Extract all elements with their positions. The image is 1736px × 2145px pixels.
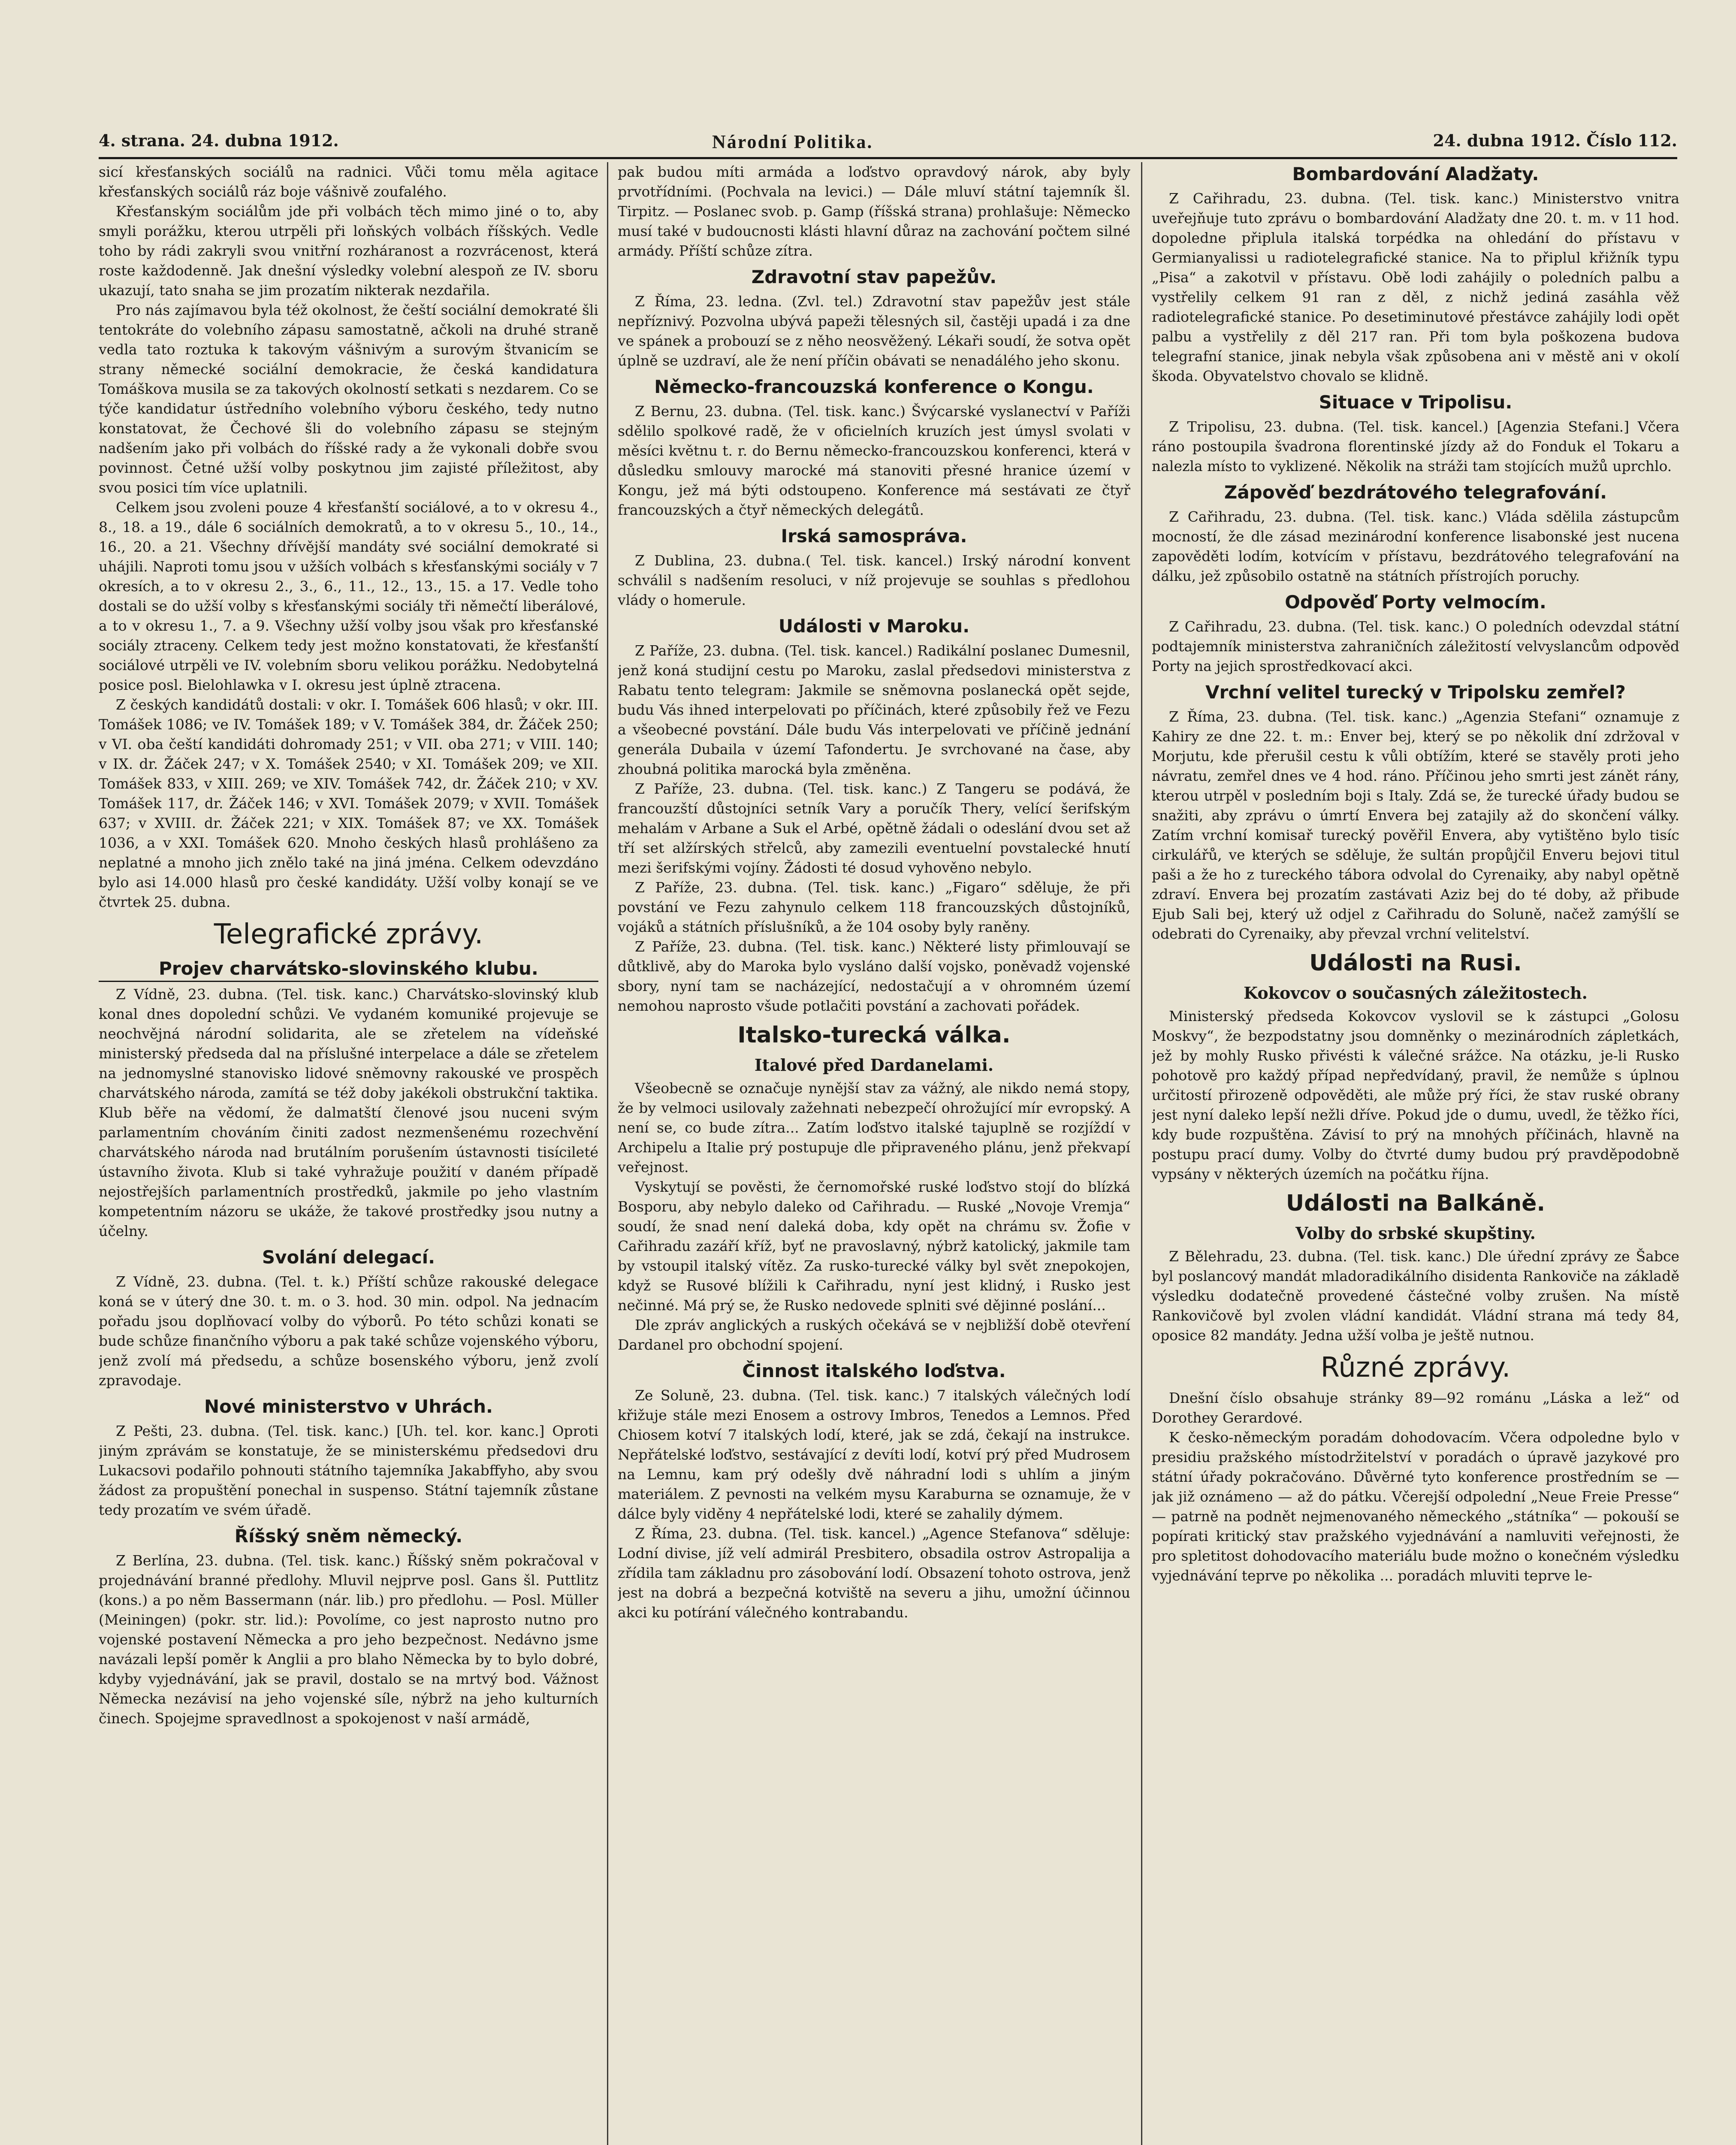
section-heading: Různé zprávy.	[1320, 1352, 1511, 1384]
article-paragraph: pak budou míti armáda a loďstvo opravdový nárok, aby byly prvotřídními. (Pochvala na levici.) — Dále mluví státní tajemník šl. Tirpitz. — Poslanec svob. p. Gamp (říšská strana) prohlašuje: Německo musí také v budoucnosti klásti hlavní důraz na zachování počtem silné armády. Příští schůze zítra.	[618, 163, 1130, 259]
article-heading: Zápověď bezdrátového telegrafování.	[1224, 482, 1607, 503]
article-heading: Irská samospráva.	[781, 526, 967, 547]
article-heading: Německo-francouzská konference o Kongu.	[654, 376, 1094, 397]
header-rule	[99, 157, 1677, 159]
article-paragraph: Z Vídně, 23. dubna. (Tel. t. k.) Příští schůze rakouské delegace koná se v úterý dne 30. t. m. o 3. hod. 30 min. odpol. Na jednacím pořadu jsou doplňovací volby do výborů. Po této schůzi konati se bude schůze finančního výboru a pak také schůze vojenského výboru, jenž zvolí má předsedu, a schůze bosenského výboru, jenž zvolí zpravodaje.	[99, 1273, 598, 1389]
article-paragraph: Z Říma, 23. ledna. (Zvl. tel.) Zdravotní stav papežův jest stále nepříznivý. Pozvolna ubývá papeži tělesných sil, častěji upadá i za dne ve spánek a probouzí se z něho neosvěžený. Lékaři soudí, že sotva opět úplně se uzdraví, ale že není příčin obávati se nenadálého jeho skonu.	[618, 293, 1130, 369]
column-1	[99, 162, 598, 2145]
article-paragraph: Vyskytují se pověsti, že černomořské ruské loďstvo stojí do blízká Bosporu, aby nebylo daleko od Cařihradu. — Ruské „Novoje Vremja“ soudí, že snad není daleká doba, kdy opět na chrámu sv. Žofie v Cařihradu zazáří kříž, byť ne pravoslavný, nýbrž katolický, jakmile tam by vstoupil italský vítěz. Za rusko-turecké války byl svět znepokojen, když se Rusové blížili k Cařihradu, nyní jest klidný, i Rusko jest nečinné. Má prý se, že Rusko nedovede splniti své dějinné poslání...	[618, 1178, 1130, 1314]
article-paragraph: Z Pešti, 23. dubna. (Tel. tisk. kanc.) [Uh. tel. kor. kanc.] Oproti jiným zprávám se konstatuje, že se ministerskému předsedovi dru Lukacsovi podařilo pohnouti státního tajemníka Jakabffyho, aby svou žádost za propuštění ponechal in suspenso. Státní tajemník zůstane tedy prozatím ve svém úřadě.	[99, 1423, 598, 1518]
page-header	[99, 131, 1677, 157]
article-paragraph: Z Cařihradu, 23. dubna. (Tel. tisk. kanc.) Ministerstvo vnitra uveřejňuje tuto zprávu o bombardování Aladžaty dne 20. t. m. v 11 hod. dopoledne připlula italská torpédka na ohledání do přístavu v Germianyalissi u radiotelegrafické stanice. Na to připlul křižník typu „Pisa“ a zakotvil v přístavu. Obě lodi zahájily o poledních palbu a vystřelily celkem 91 ran z děl, z nichž jediná zasáhla věž radiotelegrafické stanice. Po desetiminutové přestávce zahájily lodi opět palbu a vystřelily z děl 217 ran. Při tom byla poškozena budova telegrafní stanice, jinak nebyla však způsobena ani v městě ani v okolí škoda. Obyvatelstvo chovalo se klidně.	[1152, 190, 1679, 384]
section-heading: Události na Balkáně.	[1286, 1190, 1546, 1216]
column-3	[1152, 162, 1679, 2145]
article-paragraph: Z Dublina, 23. dubna.( Tel. tisk. kancel.) Irský národní konvent schválil s nadšením resoluci, v níž projevuje se souhlas s předlohou vlády o homerule.	[618, 552, 1130, 608]
column-2	[618, 162, 1130, 2145]
article-heading: Situace v Tripolisu.	[1319, 392, 1513, 413]
column-divider	[607, 162, 608, 2145]
article-paragraph: Dle zpráv anglických a ruských očekává se v nejbližší době otevření Dardanel pro obchodní spojení.	[618, 1317, 1130, 1353]
article-paragraph: Z Paříže, 23. dubna. (Tel. tisk. kanc.) Z Tangeru se podává, že francouzští důstojníci setník Vary a poručík Thery, velící šerifským mehalám v Arbane a Suk el Arbé, opětně žádali o odeslání dvou set až tří set alžírských střelců, aby zamezili eventuelní povstalecké hnutí mezi šerifskými vojíny. Žádosti té dosud vyhověno nebylo.	[618, 780, 1130, 876]
article-paragraph: Z Cařihradu, 23. dubna. (Tel. tisk. kanc.) O poledních odevzdal státní podtajemník ministerstva zahraničních záležitostí velvyslancům odpověď Porty na jejich sprostředkovací akci.	[1152, 618, 1679, 674]
article-heading: Činnost italského loďstva.	[742, 1360, 1006, 1381]
article-heading: Události v Maroku.	[778, 616, 970, 637]
article-paragraph: Z Říma, 23. dubna. (Tel. tisk. kanc.) „Agenzia Stefani“ oznamuje z Kahiry ze dne 22. t. m.: Enver bej, který se po několik dní zdržoval v Morjutu, kde přerušil cestu k vůli obtížím, které se stavěly proti jeho návratu, zemřel dnes ve 4 hod. ráno. Příčinou jeho smrti jest zánět rány, kterou utrpěl v posledním boji s Italy. Zdá se, že turecké úřady budou se snažiti, aby zprávu o úmrtí Envera bej zatajily až do skončení války. Zatím vrchní komisař turecký pověřil Envera, aby vytištěno bylo tisíc cirkulářů, ve kterých se sděluje, že sultán propůjčil Enveru bejovi titul paši a že ho z tureckého tábora odvolal do Cyrenaiky, aby nabyl opětně zdraví. Envera bej prozatím zastávati Aziz bej do té doby, až přibude Ejub Sali bej, který už odjel z Cařihradu do Soluně, načež zamýšlí se odebrati do Cyrenaiky, aby převzal vrchní velitelství.	[1152, 708, 1679, 942]
article-heading: Říšský sněm německý.	[234, 1526, 463, 1547]
article-heading: Svolání delegací.	[262, 1247, 435, 1268]
article-paragraph: Z Bernu, 23. dubna. (Tel. tisk. kanc.) Švýcarské vyslanectví v Paříži sdělilo spolkové radě, že v oficielních kruzích jest úmysl svolati v měsíci květnu t. r. do Bernu německo-francouzskou konferenci, která v důsledku smlouvy marocké má stanoviti přesné hranice území v Kongu, jež má býti odstoupeno. Konference má sestávati ze čtyř francouzských a čtyř německých delegátů.	[618, 403, 1130, 518]
article-paragraph: Křesťanským sociálům jde při volbách těch mimo jiné o to, aby smyli porážku, kterou utrpěli při loňských volbách říšských. Vedle toho by rádi zakryli svou vnitřní rozháranost a rozvrácenost, která roste každodenně. Jak dnešní výsledky volební alespoň ze IV. sboru ukazují, tato snaha se jim prozatím nikterak nezdařila.	[99, 203, 598, 299]
article-paragraph: Z Bělehradu, 23. dubna. (Tel. tisk. kanc.) Dle úřední zprávy ze Šabce byl poslancový mandát mladoradikálního disidenta Rankoviče na základě výsledku dodatečně provedené částečné volby zrušen. Na místě Rankovičově byl zvolen vládní kandidát. Vládní strana má tedy 84, oposice 82 mandáty. Jedna užší volba je ještě nutnou.	[1152, 1248, 1679, 1344]
article-paragraph: Z Berlína, 23. dubna. (Tel. tisk. kanc.) Říšský sněm pokračoval v projednávání branné předlohy. Mluvil nejprve posl. Gans šl. Puttlitz (kons.) a po něm Bassermann (nár. lib.) pro předlohu. — Posl. Müller (Meiningen) (pokr. str. lid.): Povolíme, co jest naprosto nutno pro vojenské postavení Německa a pro jeho bezpečnost. Nedávno jsme navázali lepší poměr k Anglii a pro blaho Německa by to bylo dobré, kdyby vyjednávání, jak se pravil, dostalo se na mrtvý bod. Vážnost Německa nezávisí na jeho vojenské síle, nýbrž na jeho kulturních činech. Spojejme spravedlnost a spokojenost v naší armádě,	[99, 1552, 598, 1727]
article-heading: Nové ministerstvo v Uhrách.	[204, 1396, 493, 1417]
article-paragraph: Ministerský předseda Kokovcov vyslovil se k zástupci „Golosu Moskvy“, že bezpodstatny jsou domněnky o mezinárodních zápletkách, jež by mohly Rusko přivésti k válečné srážce. Na otázku, je-li Rusko pohotově pro každý případ nepředvídaný, pravil, že nemůže s úplnou určitostí přirozeně odpověděti, ale může prý říci, že stav ruské obrany jest nyní daleko lepší nežli dříve. Pokud jde o dumu, uvedl, že těžko říci, kdy bude rozpuštěna. Závisí to prý na mnohých příčinách, hlavně na postupu prací dumy. Volby do čtvrté dumy budou prý pravděpodobně vypsány v některých územích na počátku října.	[1152, 1008, 1679, 1182]
article-paragraph: Z Cařihradu, 23. dubna. (Tel. tisk. kanc.) Vláda sdělila zástupcům mocností, že dle zásad mezinárodní konference lisabonské jest nucena zapověděti lodím, kotvícím v přístavu, bezdrátového telegrafování na dálku, jež způsobilo ostatně na státních přístrojích poruchy.	[1152, 508, 1679, 584]
column-divider	[1141, 162, 1142, 2145]
article-heading: Bombardování Aladžaty.	[1292, 163, 1539, 184]
article-heading: Vrchní velitel turecký v Tripolsku zemřel?	[1205, 682, 1626, 703]
article-paragraph: sicí křesťanských sociálů na radnici. Vůči tomu měla agitace křesťanských sociálů ráz boje vášnivě zoufalého.	[99, 163, 598, 200]
article-paragraph: K česko-německým poradám dohodovacím. Včera odpoledne bylo v presidiu pražského místodržitelství v poradách o úpravě jazykové pro státní úřady pokračováno. Důvěrné tyto konference prostředním se — jak již oznámeno — až do pátku. Včerejší odpolední „Neue Freie Presse“ — patrně na podnět nejmenovaného německého „státníka“ — pokouší se popírati kritický stav pražského vyjednávání a namluviti veřejnosti, že pro spletitost dohodovacího materiálu bude možno o konečném výsledku vyjednávání teprve po několika ... poradách mluviti teprve le-	[1152, 1429, 1679, 1584]
article-heading: Italové před Dardanelami.	[754, 1055, 994, 1075]
article-heading: Kokovcov o současných záležitostech.	[1244, 983, 1588, 1003]
article-paragraph: Z českých kandidátů dostali: v okr. I. Tomášek 606 hlasů; v okr. III. Tomášek 1086; ve IV. Tomášek 189; v V. Tomášek 384, dr. Žáček 250; v VI. oba čeští kandidáti dohromady 251; v VII. oba 271; v VIII. 140; v IX. dr. Žáček 247; v X. Tomášek 2540; v XI. Tomášek 209; ve XII. Tomášek 833, v XIII. 269; ve XIV. Tomášek 742, dr. Žáček 210; v XV. Tomášek 117, dr. Žáček 146; v XVI. Tomášek 2079; v XVII. Tomášek 637; v XVIII. dr. Žáček 221; v XIX. Tomášek 87; ve XX. Tomášek 1036, a v XXI. Tomášek 620. Mnoho českých hlasů prohlášeno za neplatné a mnoho jich znělo také na jiná jména. Celkem odevzdáno bylo asi 14.000 hlasů pro české kandidáty. Užší volby konají se ve čtvrtek 25. dubna.	[99, 696, 598, 910]
article-paragraph: Celkem jsou zvoleni pouze 4 křesťanští sociálové, a to v okresu 4., 8., 18. a 19., dále 6 sociálních demokratů, a to v okresu 5., 10., 14., 16., 20. a 21. Všechny dřívější mandáty své sociální demokraté si uhájili. Naproti tomu jsou v užších volbách s křesťanskými sociály v 7 okresích, a to v okresu 2., 3., 6., 11., 12., 13., 15. a 17. Vedle toho dostali se do užší volby s křesťanskými sociály tři němečtí liberálové, a to v okresu 1., 7. a 9. Všechny užší volby jsou však pro křesťanské sociály ztraceny. Celkem tedy jest možno konstatovati, že křesťanští sociálové utrpěli ve IV. volebním sboru velikou porážku. Nedobytelná posice posl. Bielohlawka v I. okresu jest úplně ztracena.	[99, 499, 598, 693]
article-paragraph: Z Tripolisu, 23. dubna. (Tel. tisk. kancel.) [Agenzia Stefani.] Včera ráno postoupila švadrona florentinské jízdy až do Fonduk el Tokaru a nalezla místo to vyklizené. Několik na stráži tam stojících mužů uprchlo.	[1152, 418, 1679, 474]
article-heading: Volby do srbské skupštiny.	[1295, 1224, 1536, 1243]
header-page-date: 4. strana. 24. dubna 1912.	[99, 131, 339, 150]
article-paragraph: Z Vídně, 23. dubna. (Tel. tisk. kanc.) Charvátsko-slovinský klub konal dnes dopolední schůzi. Ve vydaném komuniké projevuje se neochvějná národní solidarita, ale se zřetelem na vídeňské ministerský předseda dal na příslušné interpelace a dále se zřetelem na jednomyslné stanovisko lidové sněmovny rakouské ve prospěch charvátského národa, zamítá se též doby jakékoli obstrukční taktika. Klub běře na vědomí, že dalmatští členové jsou nuceni svým parlamentním chováním činiti zadost nezmenšenému rozechvění charvátského národa nad brutálním porušením ústavnosti tisícileté ústavního života. Klub si také vyhražuje použití v daném případě nejostřejších parlamentních prostředků, jakmile po jeho vlastním kompetentním názoru se ukáže, že takové prostředky jsou nutny a účelny.	[99, 986, 598, 1239]
article-paragraph: Ze Soluně, 23. dubna. (Tel. tisk. kanc.) 7 italských válečných lodí křižuje stále mezi Enosem a ostrovy Imbros, Tenedos a Lemnos. Před Chiosem kotví 7 italských lodí, které, jak se zdá, čekají na instrukce. Nepřátelské loďstvo, sestávající z devíti lodí, kotví prý před Mudrosem na Lemnu, kam prý odešly dvě náhradní lodi s uhlím a jiným materiálem. Z pevnosti na velkém mysu Karaburna se oznamuje, že v dálce byly viděny 4 nepřátelské lodi, které se zahalily dýmem.	[618, 1387, 1130, 1522]
section-heading: Italsko-turecká válka.	[737, 1022, 1011, 1048]
article-heading: Zdravotní stav papežův.	[751, 266, 997, 287]
section-heading: Telegrafické zprávy.	[214, 918, 483, 950]
header-issue-number: 24. dubna 1912. Číslo 112.	[1433, 131, 1677, 150]
article-paragraph: Dnešní číslo obsahuje stránky 89—92 románu „Láska a lež“ od Dorothey Gerardové.	[1152, 1390, 1679, 1426]
article-heading: Odpověď Porty velmocím.	[1285, 592, 1546, 613]
article-paragraph: Z Paříže, 23. dubna. (Tel. tisk. kanc.) „Figaro“ sděluje, že při povstání ve Fezu zahynulo celkem 118 francouzských důstojníků, vojáků a státních příslušníků, a že 104 osoby byly raněny.	[618, 879, 1130, 935]
article-paragraph: Pro nás zajímavou byla též okolnost, že čeští sociální demokraté šli tentokráte do volebního zápasu samostatně, ačkoli na druhé straně vedla tato roztuka k takovým vášnivým a surovým štvanicím se strany německé sociální demokracie, že česká kandidatura Tomáškova musila se za takových okolností setkati s nezdarem. Co se týče kandidatur ústředního volebního výboru českého, tedy nutno konstatovat, že Čechové šli do volebního zápasu se stejným nadšením jako při volbách do říšské rady a že vykonali dobře svou povinnost. Četné užší volby poskytnou jim zajisté příležitost, aby svou posici tím více uplatnili.	[99, 302, 598, 496]
masthead-title: Národní Politika.	[712, 131, 873, 152]
article-paragraph: Z Paříže, 23. dubna. (Tel. tisk. kanc.) Některé listy přimlouvají se důtklivě, aby do Maroka bylo vysláno další vojsko, poněvadž vojenské sbory, nyní tam se nacházející, nedostačují a v ohromném území nemohou naprosto všude potlačiti povstání a zachovati pořádek.	[618, 938, 1130, 1014]
section-heading: Události na Rusi.	[1309, 950, 1522, 976]
article-paragraph: Z Říma, 23. dubna. (Tel. tisk. kancel.) „Agence Stefanova“ sděluje: Lodní divise, jíž velí admirál Presbitero, obsadila ostrov Astropalija a zřídila tam základnu pro zásobování lodí. Obsazení tohoto ostrova, jenž jest na dobrá a bezpečná kotviště na severu a jihu, umožní účinnou akci ku potírání válečného kontrabandu.	[618, 1525, 1130, 1621]
article-heading: Projev charvátsko-slovinského klubu.	[99, 957, 598, 982]
article-paragraph: Všeobecně se označuje nynější stav za vážný, ale nikdo nemá stopy, že by velmoci usilovaly zažehnati nebezpečí ohrožující mír evropský. A není se, co bude zítra... Zatím loďstvo italské tajuplně se rozjíždí v Archipelu a Italie prý postupuje dle připraveného plánu, jenž překvapí veřejnost.	[618, 1080, 1130, 1175]
article-paragraph: Z Paříže, 23. dubna. (Tel. tisk. kancel.) Radikální poslanec Dumesnil, jenž koná studijní cestu po Maroku, zaslal předsedovi ministerstva z Rabatu tento telegram: Jakmile se sněmovna poslanecká opět sejde, budu Vás ihned interpelovati po příčinách, které způsobily řež ve Fezu a všeobecné povstání. Dále budu Vás interpelovati ve příčině jednání generála Dubaila v území Tafondertu. Je svrchované na čase, aby zhoubná politika marocká byla změněna.	[618, 642, 1130, 777]
